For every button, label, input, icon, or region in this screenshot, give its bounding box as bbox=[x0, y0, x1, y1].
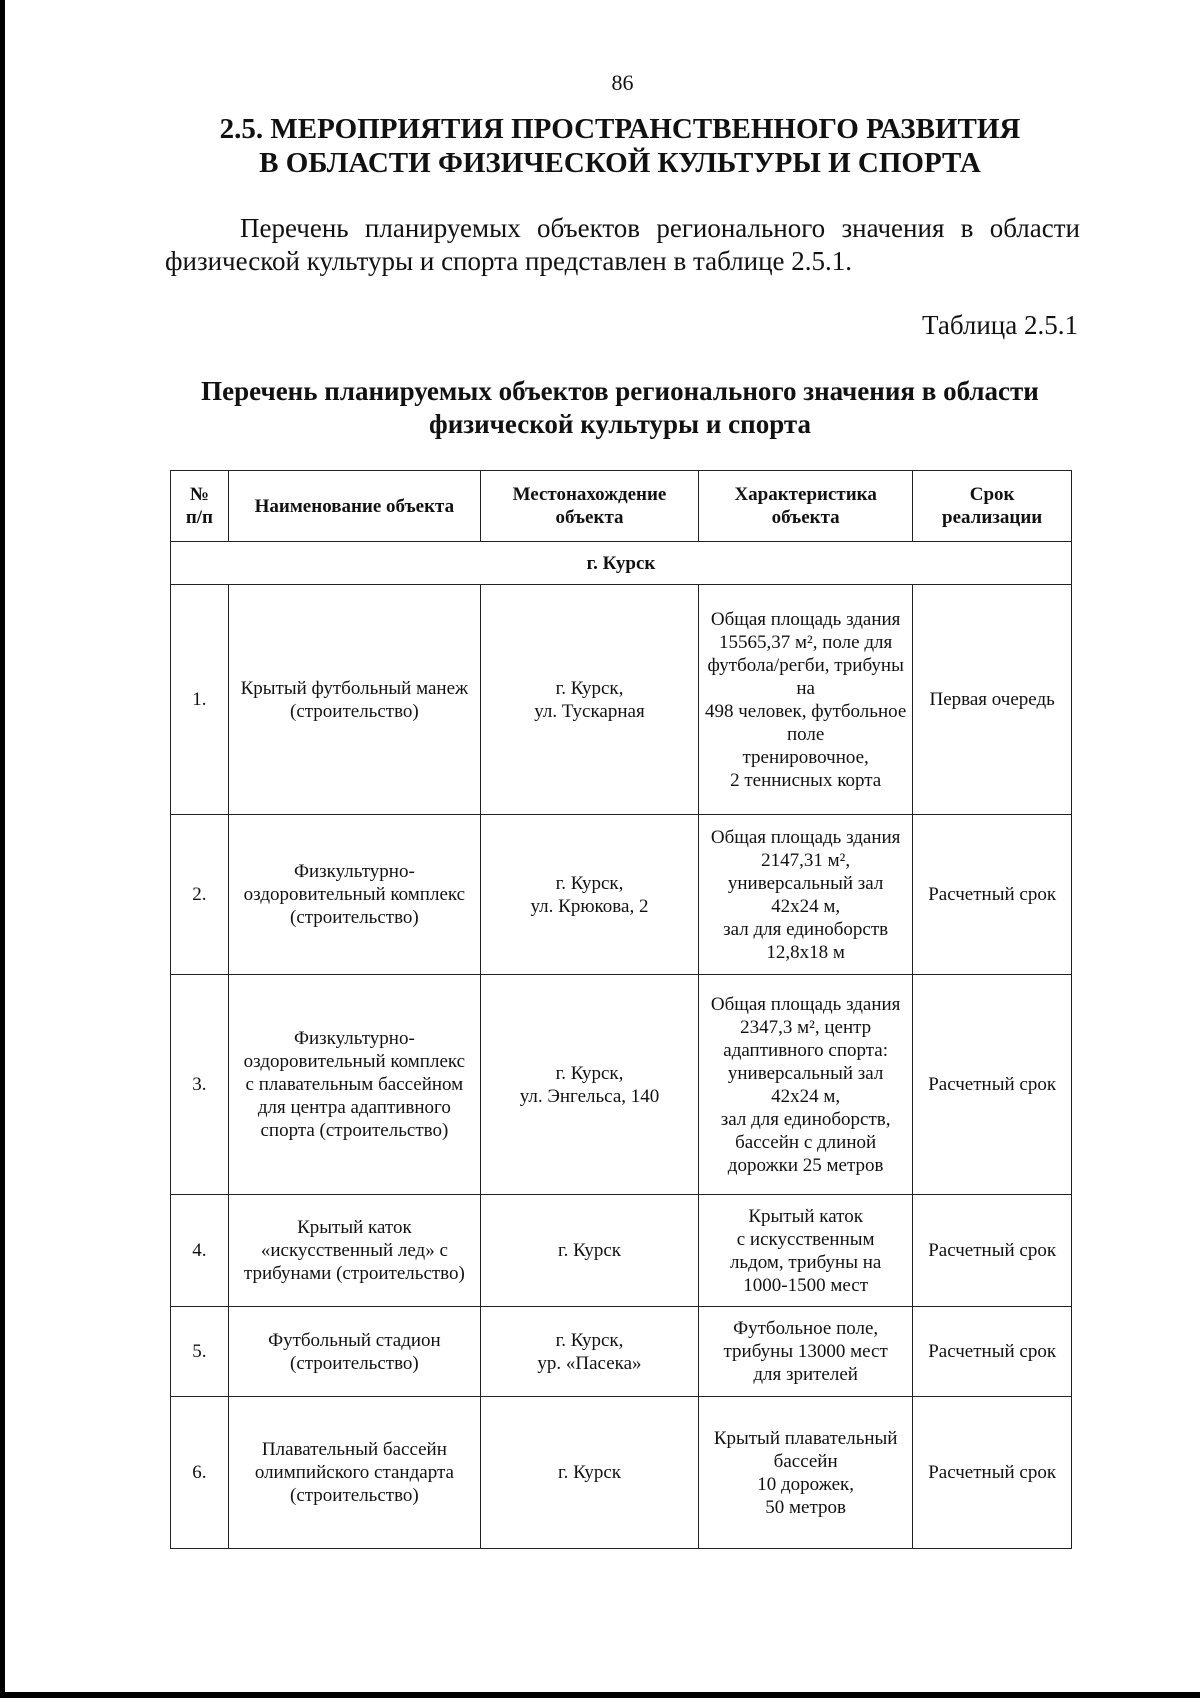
objects-table bbox=[170, 470, 1072, 1549]
cell-name: Крытый каток «искусственный лед» с трибунами (строительство) bbox=[228, 1195, 480, 1307]
cell-location: г. Курск, ул. Крюкова, 2 bbox=[480, 815, 698, 975]
header-location: Местонахождение объекта bbox=[480, 471, 698, 542]
cell-location: г. Курск, ур. «Пасека» bbox=[480, 1307, 698, 1397]
cell-characteristic: Общая площадь здания 2347,3 м², центр адаптивного спорта: универсальный зал 42х24 м, зал для единоборств, бассейн с длиной дорожки 25 метров bbox=[699, 975, 913, 1195]
cell-number: 3. bbox=[171, 975, 229, 1195]
cell-name: Крытый футбольный манеж (строительство) bbox=[228, 585, 480, 815]
cell-name: Футбольный стадион (строительство) bbox=[228, 1307, 480, 1397]
table-label: Таблица 2.5.1 bbox=[922, 310, 1078, 340]
table-title-line2: физической культуры и спорта bbox=[429, 409, 811, 439]
scan-edge-bottom bbox=[0, 1692, 1200, 1698]
cell-number: 1. bbox=[171, 585, 229, 815]
header-name: Наименование объекта bbox=[228, 471, 480, 542]
cell-number: 5. bbox=[171, 1307, 229, 1397]
table-row bbox=[171, 1307, 1072, 1397]
table-row bbox=[171, 585, 1072, 815]
cell-name: Физкультурно- оздоровительный комплекс с плавательным бассейном для центра адаптивного спорта (строительство) bbox=[228, 975, 480, 1195]
cell-name: Плавательный бассейн олимпийского стандарта (строительство) bbox=[228, 1397, 480, 1549]
section-heading-line1: 2.5. МЕРОПРИЯТИЯ ПРОСТРАНСТВЕННОГО РАЗВИТИЯ bbox=[219, 113, 1021, 145]
cell-number: 4. bbox=[171, 1195, 229, 1307]
scan-edge-left bbox=[0, 0, 5, 1698]
cell-location: г. Курск, ул. Тускарная bbox=[480, 585, 698, 815]
cell-location: г. Курск bbox=[480, 1397, 698, 1549]
cell-characteristic: Крытый каток с искусственным льдом, трибуны на 1000-1500 мест bbox=[699, 1195, 913, 1307]
cell-term: Расчетный срок bbox=[913, 975, 1072, 1195]
cell-term: Расчетный срок bbox=[913, 1195, 1072, 1307]
intro-paragraph: Перечень планируемых объектов регионального значения в области физической культуры и спорта представлен в таблице 2.5.1. bbox=[165, 213, 1080, 276]
cell-term: Расчетный срок bbox=[913, 1397, 1072, 1549]
cell-term: Расчетный срок bbox=[913, 1307, 1072, 1397]
cell-location: г. Курск bbox=[480, 1195, 698, 1307]
cell-location: г. Курск, ул. Энгельса, 140 bbox=[480, 975, 698, 1195]
cell-characteristic: Крытый плавательный бассейн 10 дорожек, 50 метров bbox=[699, 1397, 913, 1549]
cell-characteristic: Общая площадь здания 2147,31 м², универсальный зал 42х24 м, зал для единоборств 12,8х18 м bbox=[699, 815, 913, 975]
cell-number: 6. bbox=[171, 1397, 229, 1549]
table-row bbox=[171, 975, 1072, 1195]
cell-number: 2. bbox=[171, 815, 229, 975]
table-title bbox=[160, 375, 1080, 441]
section-city: г. Курск bbox=[171, 542, 1072, 585]
table-row bbox=[171, 815, 1072, 975]
cell-term: Расчетный срок bbox=[913, 815, 1072, 975]
header-characteristic: Характеристика объекта bbox=[699, 471, 913, 542]
table-row bbox=[171, 1195, 1072, 1307]
table-title-line1: Перечень планируемых объектов регионального значения в области bbox=[201, 376, 1039, 406]
section-heading bbox=[180, 112, 1060, 180]
header-number: № п/п bbox=[171, 471, 229, 542]
section-row bbox=[171, 542, 1072, 585]
cell-characteristic: Общая площадь здания 15565,37 м², поле для футбола/регби, трибуны на 498 человек, футбольное поле тренировочное, 2 теннисных корта bbox=[699, 585, 913, 815]
cell-term: Первая очередь bbox=[913, 585, 1072, 815]
cell-name: Физкультурно- оздоровительный комплекс (строительство) bbox=[228, 815, 480, 975]
header-term: Срок реализации bbox=[913, 471, 1072, 542]
table-header-row bbox=[171, 471, 1072, 542]
page-number: 86 bbox=[611, 70, 634, 95]
cell-characteristic: Футбольное поле, трибуны 13000 мест для зрителей bbox=[699, 1307, 913, 1397]
section-heading-line2: В ОБЛАСТИ ФИЗИЧЕСКОЙ КУЛЬТУРЫ И СПОРТА bbox=[259, 147, 981, 179]
table-row bbox=[171, 1397, 1072, 1549]
